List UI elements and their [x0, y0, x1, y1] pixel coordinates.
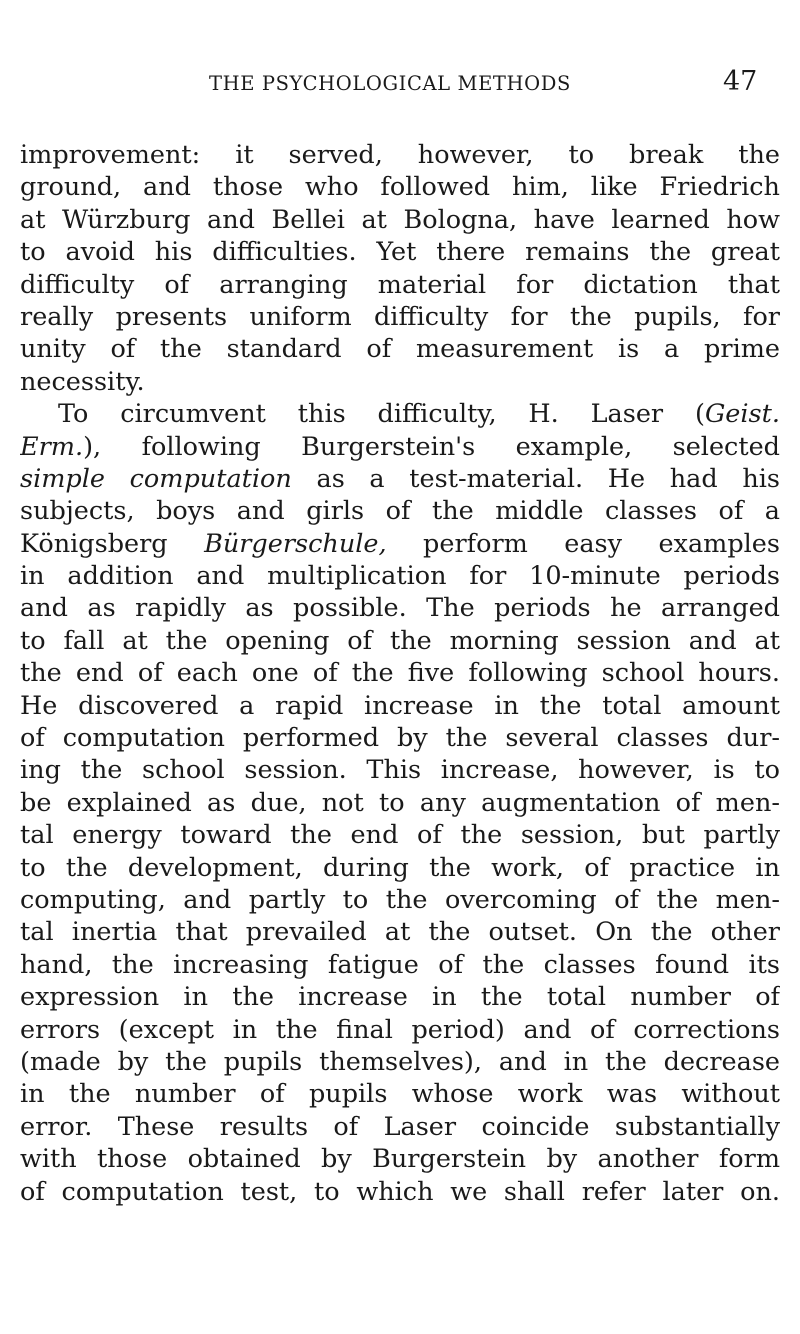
- text-fragment: Königsberg: [20, 528, 205, 559]
- text-line: with those obtained by Burgerstein by another form: [20, 1144, 780, 1175]
- text-line: in the number of pupils whose work was without: [20, 1079, 780, 1110]
- text-line: and as rapidly as possible. The periods he arranged: [20, 593, 780, 624]
- text-line: tal energy toward the end of the session, but partly: [20, 820, 780, 851]
- text-line: at Würzburg and Bellei at Bologna, have learned how: [20, 204, 780, 235]
- text-line: ground, and those who followed him, like Friedrich: [20, 172, 780, 203]
- text-line: difficulty of arranging material for dictation that: [20, 269, 780, 300]
- text-line: [20, 528, 780, 560]
- text-line: error. These results of Laser coincide substantially: [20, 1111, 780, 1142]
- text-line: [20, 431, 780, 463]
- text-line: [20, 398, 780, 430]
- text-line: tal inertia that prevailed at the outset. On the other: [20, 917, 780, 948]
- text-line: in addition and multiplication for 10-minute periods: [20, 561, 780, 592]
- text-line: He discovered a rapid increase in the total amount: [20, 690, 780, 721]
- text-fragment: To circumvent this difficulty, H. Laser (: [58, 399, 705, 430]
- page-number: 47: [723, 66, 758, 97]
- text-line: be explained as due, not to any augmentation of men-: [20, 787, 780, 818]
- text-line: computing, and partly to the overcoming of the men-: [20, 884, 780, 915]
- italic-fragment: Bürgerschule,: [204, 528, 387, 559]
- text-line: to fall at the opening of the morning session and at: [20, 625, 780, 656]
- text-line: unity of the standard of measurement is a prime: [20, 334, 780, 365]
- text-line: of computation test, to which we shall refer later on.: [20, 1176, 780, 1207]
- text-line: really presents uniform difficulty for the pupils, for: [20, 301, 780, 332]
- text-line: (made by the pupils themselves), and in the decrease: [20, 1046, 780, 1077]
- text-fragment: perform easy examples: [386, 528, 780, 559]
- text-line: necessity.: [20, 366, 145, 397]
- running-head-title: THE PSYCHOLOGICAL METHODS: [209, 72, 571, 95]
- text-fragment: ), following Burgerstein's example, selected: [83, 431, 780, 462]
- italic-fragment: Geist.: [704, 399, 780, 430]
- text-line: ing the school session. This increase, however, is to: [20, 755, 780, 786]
- italic-fragment: simple computation: [20, 463, 292, 494]
- text-line: errors (except in the final period) and of corrections: [20, 1014, 780, 1045]
- text-line: improvement: it served, however, to break the: [20, 140, 780, 170]
- text-line: the end of each one of the five following school hours.: [20, 658, 780, 689]
- body-text: [20, 139, 780, 1208]
- text-fragment: as a test-material. He had his: [291, 463, 780, 494]
- text-line: [20, 463, 780, 495]
- italic-fragment: Erm.: [20, 431, 84, 462]
- text-line: to avoid his difficulties. Yet there remains the great: [20, 237, 780, 268]
- text-line: to the development, during the work, of practice in: [20, 852, 780, 883]
- text-line: expression in the increase in the total number of: [20, 982, 780, 1013]
- text-line: of computation performed by the several classes dur-: [20, 723, 780, 754]
- text-line: subjects, boys and girls of the middle classes of a: [20, 496, 780, 527]
- text-line: hand, the increasing fatigue of the classes found its: [20, 949, 780, 980]
